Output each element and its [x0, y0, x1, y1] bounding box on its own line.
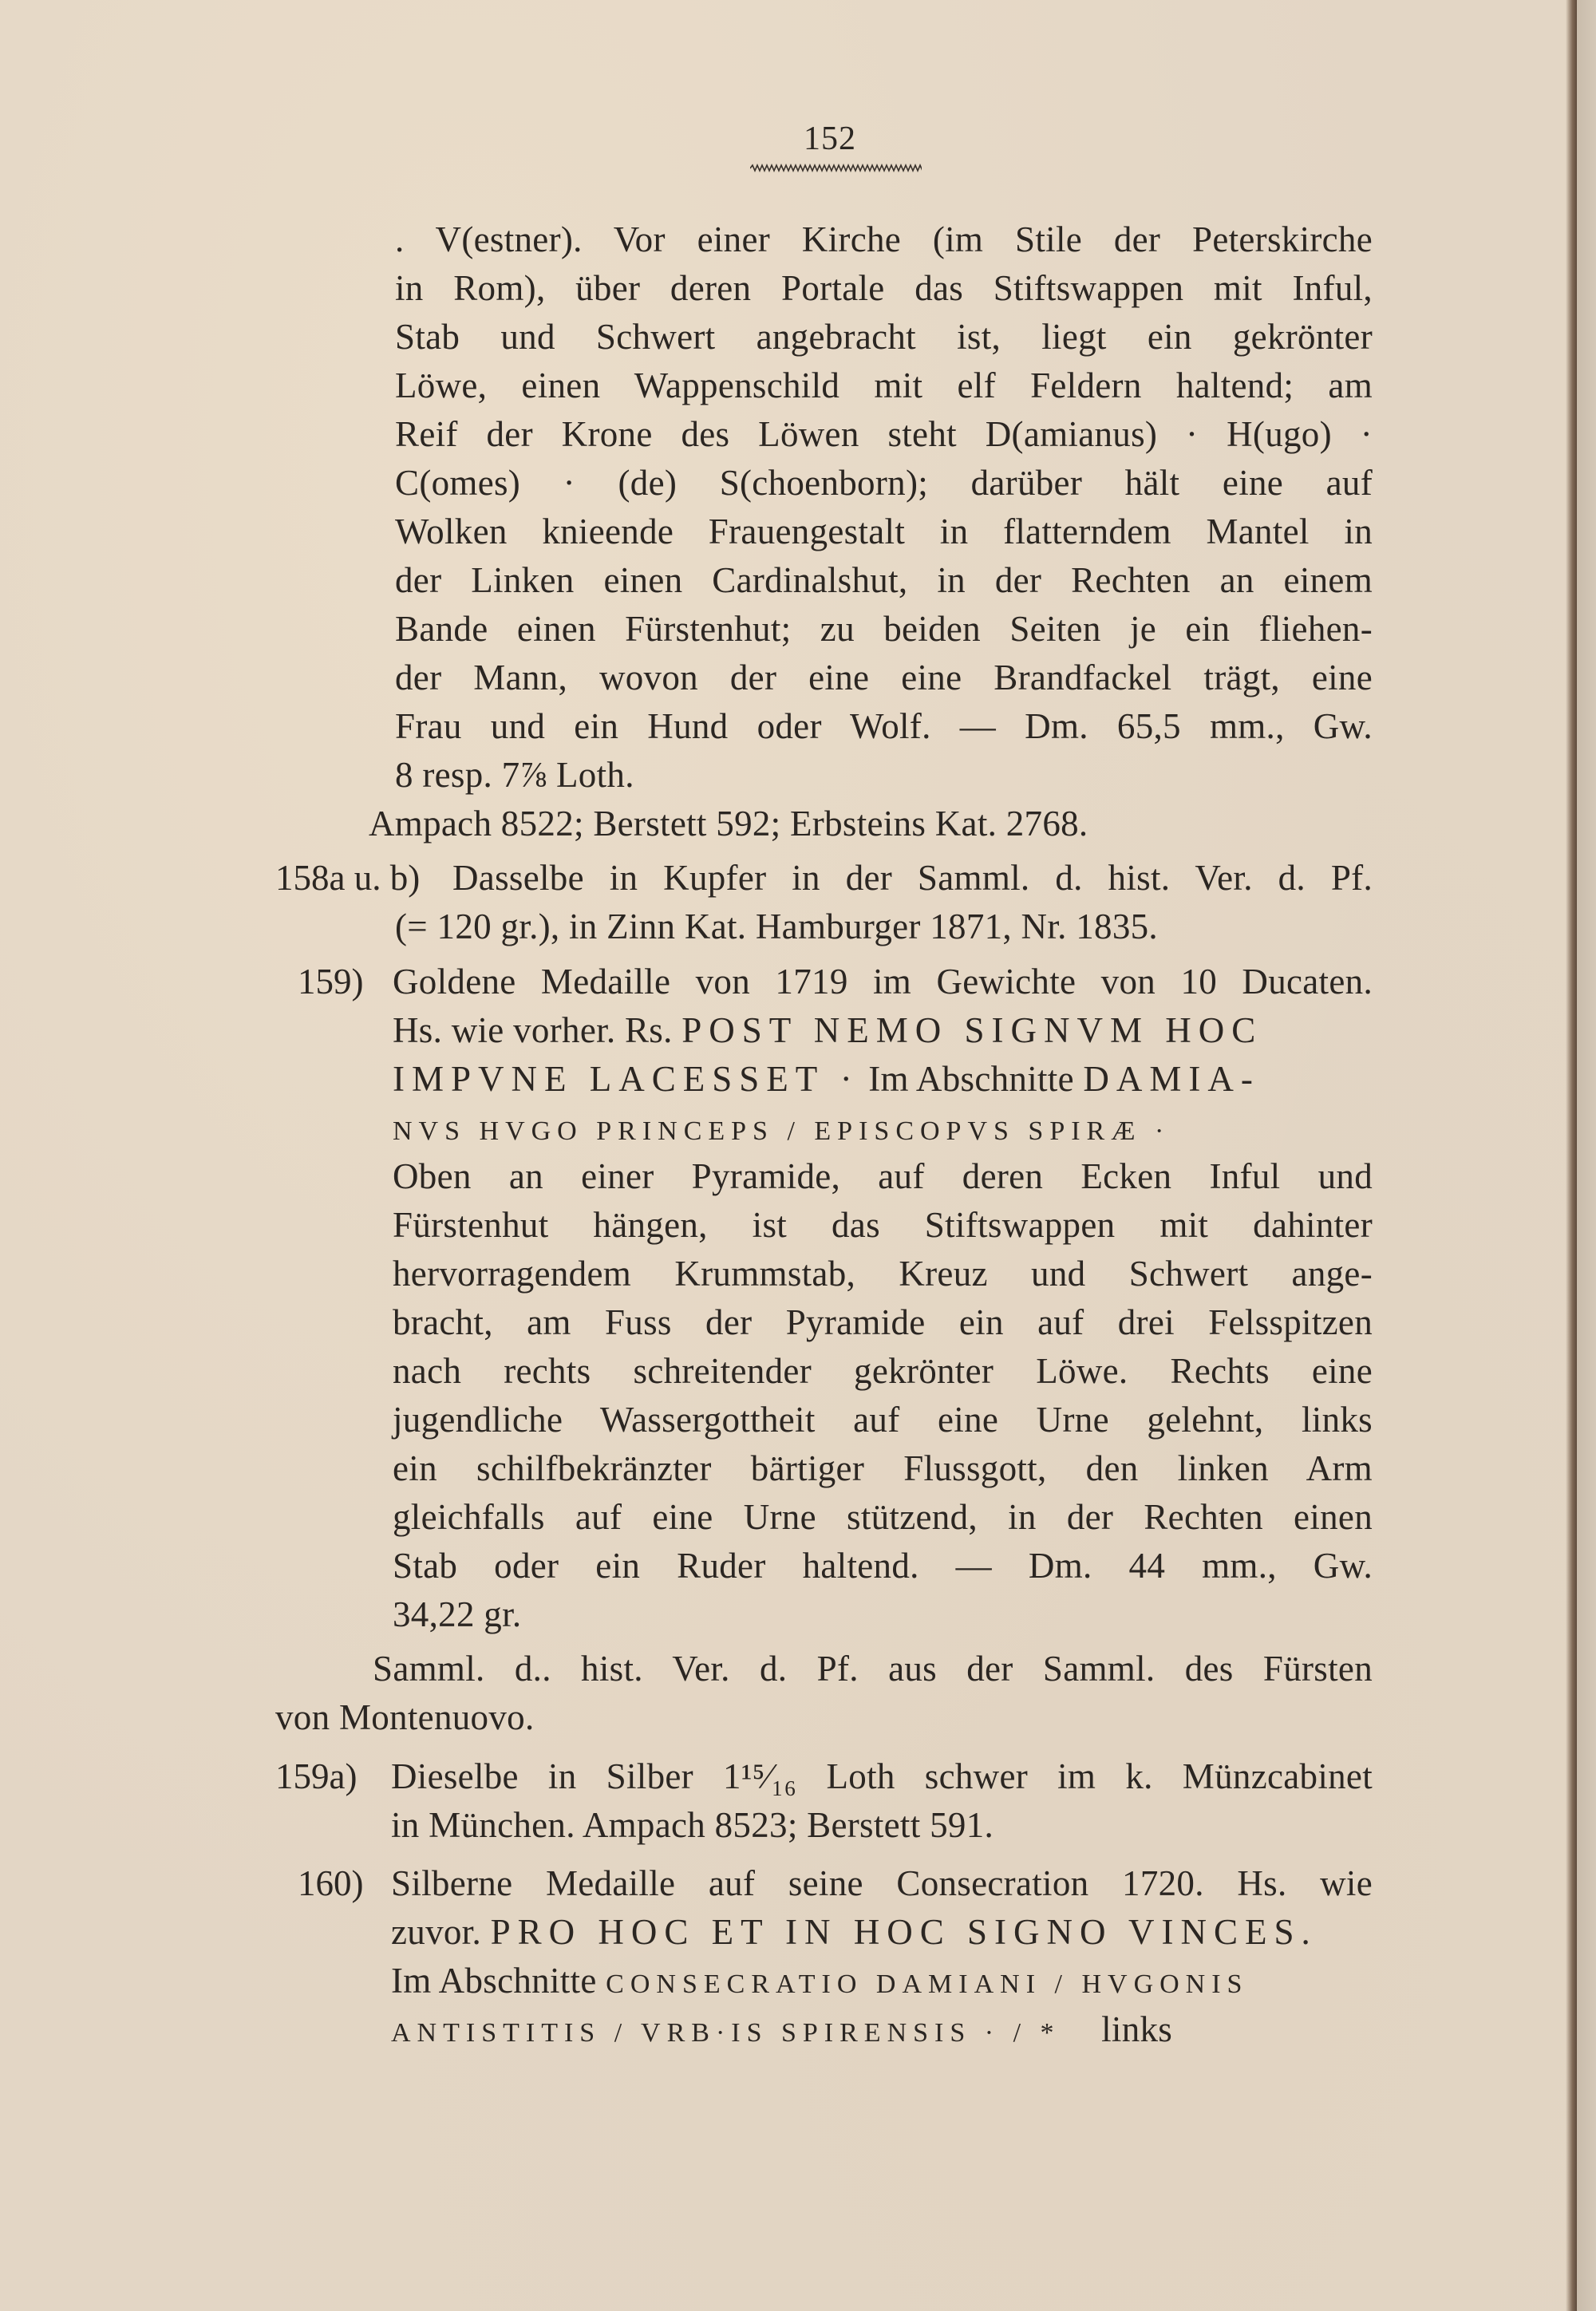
text-line — [391, 1910, 1373, 1954]
text-line: nach rechts schreitender gekrönter Löwe. Rechts eine — [393, 1351, 1373, 1391]
text-span: zuvor. — [391, 1912, 491, 1952]
text-line: bracht, am Fuss der Pyramide ein auf drei Felsspitzen — [393, 1302, 1373, 1342]
text-line: 8 resp. 7⅞ Loth. — [395, 755, 634, 795]
entry-number: 159a) — [275, 1756, 358, 1796]
wavy-rule-ornament — [750, 164, 922, 173]
inscription-text: IMPVNE LACESSET · — [393, 1059, 859, 1099]
text-line: . V(estner). Vor einer Kirche (im Stile der Peterskirche — [395, 219, 1373, 259]
inscription-text: NVS HVGO PRINCEPS / EPISCOPVS SPIRÆ · — [393, 1116, 1171, 1146]
text-line — [393, 1057, 1373, 1101]
page-number: 152 — [804, 120, 856, 157]
text-line: jugendliche Wassergottheit auf eine Urne gelehnt, links — [393, 1400, 1373, 1440]
text-line — [393, 1105, 1170, 1154]
page-edge-shadow — [1566, 0, 1577, 2311]
reference-line: Ampach 8522; Berstett 592; Erbsteins Kat. 2768. — [369, 804, 1088, 843]
text-span: Im Abschnitte — [859, 1059, 1084, 1099]
text-line: ein schilfbekränzter bärtiger Flussgott, den linken Arm — [393, 1448, 1373, 1488]
inscription-text: ANTISTITIS / VRB·IS SPIRENSIS · / * — [391, 2018, 1061, 2048]
text-line: Fürstenhut hängen, ist das Stiftswappen mit dahinter — [393, 1205, 1373, 1245]
text-line: Reif der Krone des Löwen steht D(amianus) · H(ugo) · — [395, 414, 1373, 454]
text-line: der Linken einen Cardinalshut, in der Rechten an einem — [395, 560, 1373, 600]
text-line: Frau und ein Hund oder Wolf. — Dm. 65,5 mm., Gw. — [395, 706, 1373, 746]
source-line: Samml. d.. hist. Ver. d. Pf. aus der Samml. des Fürsten — [373, 1649, 1373, 1689]
text-line: Löwe, einen Wappenschild mit elf Feldern haltend; am — [395, 365, 1373, 405]
inscription-text: CONSECRATIO DAMIANI / HVGONIS — [606, 1969, 1249, 1999]
text-line: Oben an einer Pyramide, auf deren Ecken Inful und — [393, 1156, 1373, 1196]
inscription-text: POST NEMO SIGNVM HOC — [681, 1010, 1263, 1050]
text-span: Im Abschnitte — [391, 1961, 606, 2001]
adjacent-page-edge — [1577, 0, 1596, 2311]
text-line: Bande einen Fürstenhut; zu beiden Seiten je ein fliehen- — [395, 609, 1373, 649]
text-line: Goldene Medaille von 1719 im Gewichte von 10 Ducaten. — [393, 962, 1373, 1001]
entry-number: 158a u. b) — [275, 858, 421, 898]
entry-number: 160) — [298, 1863, 364, 1903]
source-line: von Montenuovo. — [275, 1697, 535, 1737]
text-line: der Mann, wovon der eine eine Brandfackel trägt, eine — [395, 658, 1373, 697]
text-line: hervorragendem Krummstab, Kreuz und Schwert ange- — [393, 1254, 1373, 1294]
text-span: Hs. wie vorher. Rs. — [393, 1010, 682, 1050]
text-line: gleichfalls auf eine Urne stützend, in der Rechten einen — [393, 1497, 1373, 1537]
text-line — [391, 1958, 1373, 2007]
text-line: Stab oder ein Ruder haltend. — Dm. 44 mm., Gw. — [393, 1546, 1373, 1586]
wavy-rule-line — [750, 165, 922, 171]
text-line: (= 120 gr.), in Zinn Kat. Hamburger 1871, Nr. 1835. — [395, 907, 1158, 946]
inscription-text: PRO HOC ET IN HOC SIGNO VINCES. — [490, 1912, 1317, 1952]
text-line: C(omes) · (de) S(choenborn); darüber hält eine auf — [395, 463, 1373, 503]
text-line: Wolken knieende Frauengestalt in flatterndem Mantel in — [395, 512, 1373, 551]
text-span: links — [1092, 2009, 1173, 2049]
text-line: 34,22 gr. — [393, 1594, 522, 1634]
text-line: Dieselbe in Silber 1¹⁵⁄₁₆ Loth schwer im k. Münzcabinet — [391, 1756, 1373, 1796]
text-line: Stab und Schwert angebracht ist, liegt ein gekrönter — [395, 317, 1373, 357]
text-line — [393, 1008, 1373, 1053]
entry-number: 159) — [298, 962, 364, 1001]
text-line: in München. Ampach 8523; Berstett 591. — [391, 1805, 994, 1845]
inscription-text: DAMIA- — [1083, 1059, 1260, 1099]
text-line: Silberne Medaille auf seine Consecration 1720. Hs. wie — [391, 1863, 1373, 1903]
text-line — [391, 2007, 1373, 2056]
text-line: Dasselbe in Kupfer in der Samml. d. hist. Ver. d. Pf. — [452, 858, 1373, 898]
text-line: in Rom), über deren Portale das Stiftswappen mit Inful, — [395, 268, 1373, 308]
